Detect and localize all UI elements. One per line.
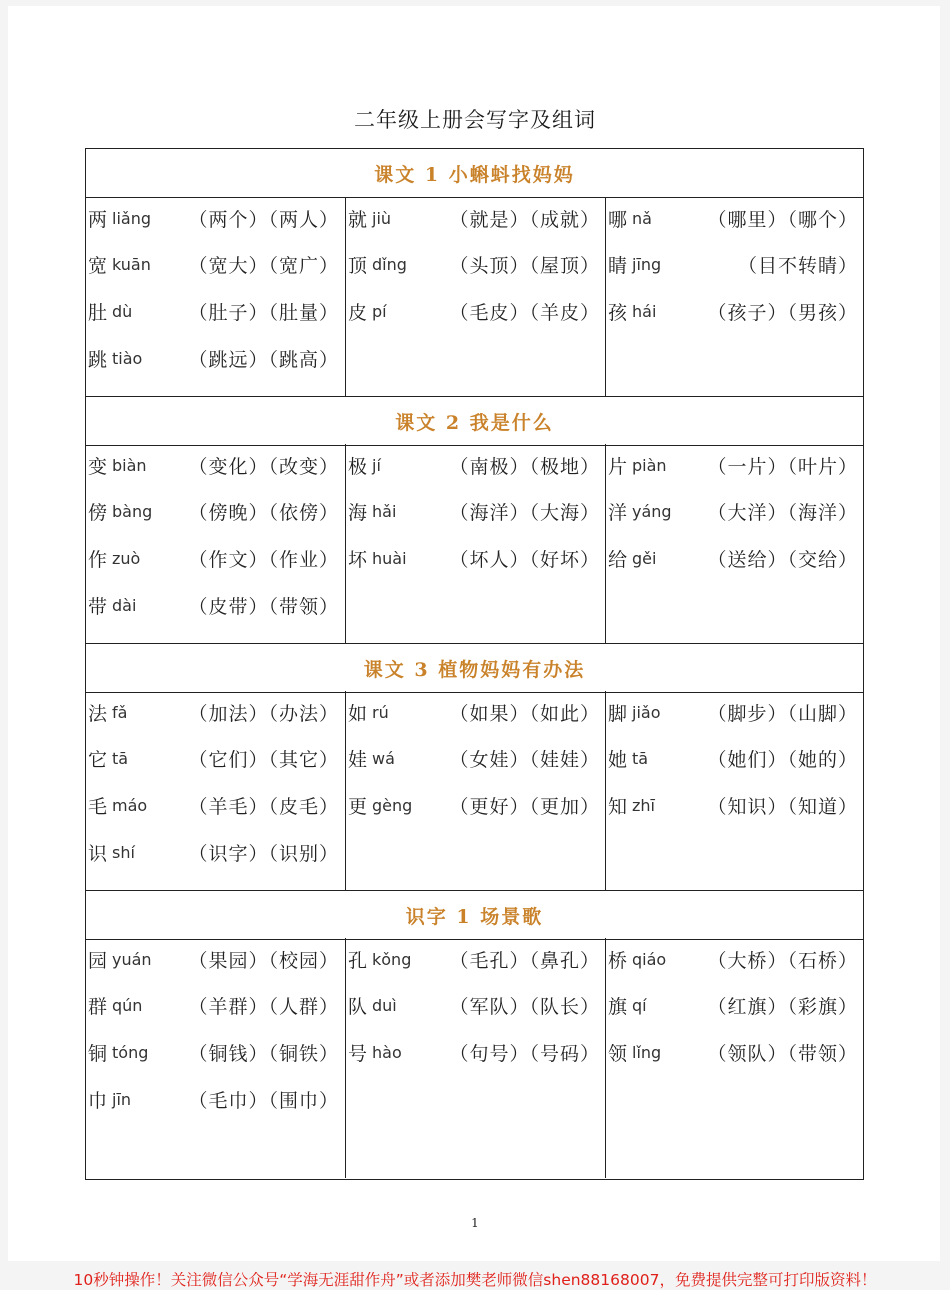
pinyin: nǎ xyxy=(632,209,652,228)
character-entry xyxy=(86,590,345,620)
character: 坏 xyxy=(348,549,368,571)
pinyin: tā xyxy=(632,749,649,768)
character-column xyxy=(345,444,606,643)
pinyin: qiáo xyxy=(632,950,667,969)
pinyin: jīng xyxy=(632,255,662,274)
lesson-section xyxy=(86,396,863,643)
character: 洋 xyxy=(608,502,628,524)
pinyin: yáng xyxy=(632,502,672,521)
word-pairs: （加法）（办法） xyxy=(188,703,339,725)
character-entry xyxy=(86,203,345,233)
character: 更 xyxy=(348,796,368,818)
character: 给 xyxy=(608,549,628,571)
word-pairs: （识字）（识别） xyxy=(188,843,339,865)
word-pairs: （大洋）（海洋） xyxy=(707,502,858,524)
character: 园 xyxy=(88,950,108,972)
pinyin: biàn xyxy=(112,456,147,475)
lesson-section xyxy=(86,643,863,890)
character-column xyxy=(86,691,345,890)
word-pairs: （毛孔）（鼻孔） xyxy=(449,950,600,972)
character-entry xyxy=(86,249,345,279)
character-entry xyxy=(346,743,606,773)
character-column xyxy=(86,444,345,643)
character: 知 xyxy=(608,796,628,818)
word-pairs: （知识）（知道） xyxy=(707,796,858,818)
character: 队 xyxy=(348,996,368,1018)
character: 作 xyxy=(88,549,108,571)
word-pairs: （南极）（极地） xyxy=(449,456,600,478)
character: 极 xyxy=(348,456,368,478)
pinyin: bàng xyxy=(112,502,153,521)
character: 识 xyxy=(88,843,108,865)
character-entry xyxy=(86,837,345,867)
character-entry xyxy=(346,1037,606,1067)
character-entry xyxy=(606,496,864,526)
pinyin: dù xyxy=(112,302,133,321)
character: 如 xyxy=(348,703,368,725)
character-entry xyxy=(606,296,864,326)
character: 她 xyxy=(608,749,628,771)
character: 海 xyxy=(348,502,368,524)
word-pairs: （海洋）（大海） xyxy=(449,502,600,524)
character-entry xyxy=(86,343,345,373)
pinyin: yuán xyxy=(112,950,152,969)
word-pairs: （孩子）（男孩） xyxy=(707,302,858,324)
character: 巾 xyxy=(88,1090,108,1112)
footer-note: 10秒钟操作！关注微信公众号“学海无涯甜作舟”或者添加樊老师微信shen88168007，免费提供完整可打印版资料！ xyxy=(73,1271,877,1289)
character: 旗 xyxy=(608,996,628,1018)
character-entry xyxy=(606,1037,864,1067)
character-entry xyxy=(606,450,864,480)
word-pairs: （送给）（交给） xyxy=(707,549,858,571)
pinyin: shí xyxy=(112,843,135,862)
character: 睛 xyxy=(608,255,628,277)
word-pairs: （一片）（叶片） xyxy=(707,456,858,478)
lesson-section xyxy=(86,890,863,1178)
pinyin: zuò xyxy=(112,549,141,568)
pinyin: duì xyxy=(372,996,397,1015)
pinyin: jí xyxy=(372,456,381,475)
word-pairs: （毛巾）（围巾） xyxy=(188,1090,339,1112)
character-entry xyxy=(606,543,864,573)
pinyin: máo xyxy=(112,796,148,815)
character: 孔 xyxy=(348,950,368,972)
pinyin: hái xyxy=(632,302,657,321)
character-entry xyxy=(86,743,345,773)
character-entry xyxy=(86,543,345,573)
character-entry xyxy=(606,697,864,727)
character-entry xyxy=(346,790,606,820)
pinyin: gěi xyxy=(632,549,657,568)
word-pairs: （宽大）（宽广） xyxy=(188,255,339,277)
character-entry xyxy=(606,990,864,1020)
pinyin: gèng xyxy=(372,796,413,815)
pinyin: liǎng xyxy=(112,209,151,228)
character: 法 xyxy=(88,703,108,725)
character: 片 xyxy=(608,456,628,478)
character-entry xyxy=(346,990,606,1020)
pinyin: kuān xyxy=(112,255,151,274)
pinyin: pí xyxy=(372,302,387,321)
lesson-body xyxy=(86,444,863,643)
word-pairs: （句号）（号码） xyxy=(449,1043,600,1065)
character-entry xyxy=(86,1037,345,1067)
word-pairs: （她们）（她的） xyxy=(707,749,858,771)
word-pairs: （领队）（带领） xyxy=(707,1043,858,1065)
lesson-heading: 课文 3 植物妈妈有办法 xyxy=(86,643,863,693)
character: 毛 xyxy=(88,796,108,818)
character-column xyxy=(345,691,606,890)
character-column xyxy=(345,197,606,396)
character-table xyxy=(85,148,864,1180)
pinyin: fǎ xyxy=(112,703,128,722)
word-pairs: （如果）（如此） xyxy=(449,703,600,725)
word-pairs: （两个）（两人） xyxy=(188,209,339,231)
pinyin: jīn xyxy=(112,1090,132,1109)
character-entry xyxy=(86,496,345,526)
character-entry xyxy=(606,249,864,279)
character-entry xyxy=(606,790,864,820)
word-pairs: （羊毛）（皮毛） xyxy=(188,796,339,818)
character-entry xyxy=(346,496,606,526)
pinyin: wá xyxy=(372,749,395,768)
character-column xyxy=(605,938,864,1178)
lesson-heading: 识字 1 场景歌 xyxy=(86,890,863,940)
character-entry xyxy=(346,296,606,326)
character-entry xyxy=(346,203,606,233)
pinyin: qí xyxy=(632,996,647,1015)
character-entry xyxy=(346,450,606,480)
pinyin: hǎi xyxy=(372,502,397,521)
pinyin: jiù xyxy=(372,209,392,228)
word-pairs: （目不转睛） xyxy=(737,255,858,277)
character: 宽 xyxy=(88,255,108,277)
character: 领 xyxy=(608,1043,628,1065)
character-entry xyxy=(346,249,606,279)
document-title: 二年级上册会写字及组词 xyxy=(354,108,596,132)
character-column xyxy=(86,197,345,396)
pinyin: tiào xyxy=(112,349,143,368)
word-pairs: （女娃）（娃娃） xyxy=(449,749,600,771)
character: 孩 xyxy=(608,302,628,324)
character: 就 xyxy=(348,209,368,231)
character-entry xyxy=(86,944,345,974)
character-column xyxy=(86,938,345,1178)
page-number: 1 xyxy=(471,1216,479,1230)
character-entry xyxy=(86,450,345,480)
character: 带 xyxy=(88,596,108,618)
character-entry xyxy=(86,296,345,326)
character-column xyxy=(605,444,864,643)
pinyin: piàn xyxy=(632,456,667,475)
character: 群 xyxy=(88,996,108,1018)
pinyin: tóng xyxy=(112,1043,149,1062)
word-pairs: （就是）（成就） xyxy=(449,209,600,231)
character-entry xyxy=(346,944,606,974)
character: 顶 xyxy=(348,255,368,277)
word-pairs: （肚子）（肚量） xyxy=(188,302,339,324)
lesson-body xyxy=(86,938,863,1178)
character-entry xyxy=(86,697,345,727)
word-pairs: （坏人）（好坏） xyxy=(449,549,600,571)
character-entry xyxy=(86,990,345,1020)
pinyin: zhī xyxy=(632,796,655,815)
pinyin: lǐng xyxy=(632,1043,662,1062)
character: 娃 xyxy=(348,749,368,771)
character: 皮 xyxy=(348,302,368,324)
word-pairs: （果园）（校园） xyxy=(188,950,339,972)
pinyin: qún xyxy=(112,996,143,1015)
character-entry xyxy=(86,790,345,820)
character: 傍 xyxy=(88,502,108,524)
word-pairs: （毛皮）（羊皮） xyxy=(449,302,600,324)
character-column xyxy=(605,197,864,396)
character: 两 xyxy=(88,209,108,231)
character: 铜 xyxy=(88,1043,108,1065)
word-pairs: （脚步）（山脚） xyxy=(707,703,858,725)
lesson-section xyxy=(86,149,863,396)
word-pairs: （红旗）（彩旗） xyxy=(707,996,858,1018)
word-pairs: （铜钱）（铜铁） xyxy=(188,1043,339,1065)
pinyin: dǐng xyxy=(372,255,407,274)
lesson-body xyxy=(86,197,863,396)
character-entry xyxy=(346,543,606,573)
word-pairs: （羊群）（人群） xyxy=(188,996,339,1018)
character-entry xyxy=(606,743,864,773)
character: 号 xyxy=(348,1043,368,1065)
character-entry xyxy=(346,697,606,727)
character: 肚 xyxy=(88,302,108,324)
word-pairs: （傍晚）（依傍） xyxy=(188,502,339,524)
character: 变 xyxy=(88,456,108,478)
word-pairs: （它们）（其它） xyxy=(188,749,339,771)
character: 桥 xyxy=(608,950,628,972)
word-pairs: （军队）（队长） xyxy=(449,996,600,1018)
pinyin: rú xyxy=(372,703,389,722)
character-column xyxy=(345,938,606,1178)
character: 哪 xyxy=(608,209,628,231)
character-entry xyxy=(606,944,864,974)
pinyin: jiǎo xyxy=(632,703,661,722)
word-pairs: （跳远）（跳高） xyxy=(188,349,339,371)
word-pairs: （更好）（更加） xyxy=(449,796,600,818)
character-entry xyxy=(86,1084,345,1114)
character-column xyxy=(605,691,864,890)
pinyin: huài xyxy=(372,549,407,568)
pinyin: tā xyxy=(112,749,129,768)
lesson-body xyxy=(86,691,863,890)
character: 跳 xyxy=(88,349,108,371)
character-entry xyxy=(606,203,864,233)
lesson-heading: 课文 1 小蝌蚪找妈妈 xyxy=(86,149,863,198)
word-pairs: （变化）（改变） xyxy=(188,456,339,478)
lesson-heading: 课文 2 我是什么 xyxy=(86,396,863,446)
word-pairs: （头顶）（屋顶） xyxy=(449,255,600,277)
pinyin: kǒng xyxy=(372,950,412,969)
word-pairs: （哪里）（哪个） xyxy=(707,209,858,231)
character: 脚 xyxy=(608,703,628,725)
pinyin: hào xyxy=(372,1043,402,1062)
character: 它 xyxy=(88,749,108,771)
pinyin: dài xyxy=(112,596,137,615)
word-pairs: （作文）（作业） xyxy=(188,549,339,571)
word-pairs: （大桥）（石桥） xyxy=(707,950,858,972)
word-pairs: （皮带）（带领） xyxy=(188,596,339,618)
